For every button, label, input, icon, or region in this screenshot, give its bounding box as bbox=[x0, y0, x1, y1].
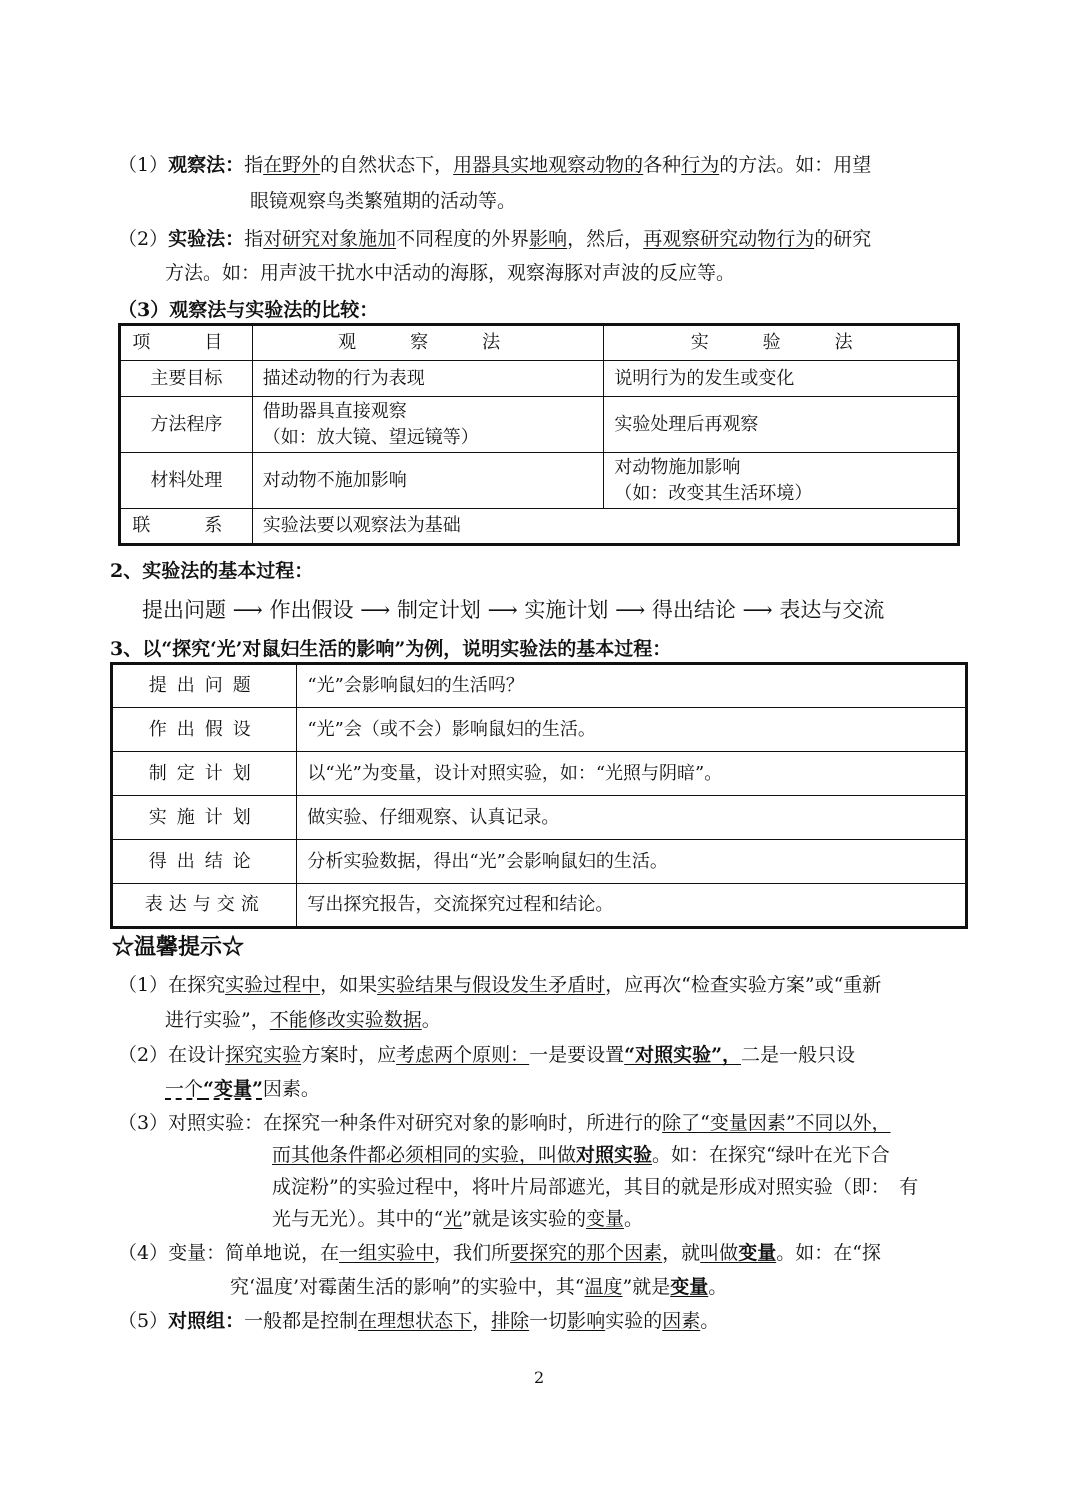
tips-title: ☆温馨提示☆ bbox=[112, 934, 245, 960]
cell-experiment bbox=[604, 453, 959, 509]
row-text: “光”会（或不会）影响鼠妇的生活。 bbox=[297, 708, 967, 752]
text: 指 bbox=[244, 154, 264, 176]
flow-step: 得出结论 bbox=[651, 598, 736, 622]
bold-text: “变量” bbox=[203, 1078, 263, 1100]
header-observation: 观 察 法 bbox=[252, 325, 604, 361]
underline-text: 对研究对象施加 bbox=[263, 228, 397, 250]
row-label: 实施计划 bbox=[112, 796, 297, 840]
term-control-group: 对照组： bbox=[168, 1310, 245, 1332]
page-number: 2 bbox=[534, 1368, 545, 1387]
row-text: 以“光”为变量，设计对照实验，如：“光照与阴暗”。 bbox=[297, 752, 967, 796]
item-number: （2） bbox=[118, 1044, 169, 1066]
para-experiment-line2: 方法。如：用声波干扰水中活动的海豚，观察海豚对声波的反应等。 bbox=[165, 262, 736, 284]
text: 进行实验”， bbox=[165, 1009, 270, 1031]
tip-3-line2 bbox=[272, 1140, 890, 1167]
text: ，然后， bbox=[567, 228, 644, 250]
compare-heading: （3）观察法与实验法的比较： bbox=[118, 299, 379, 321]
text: 二是一般只设 bbox=[741, 1044, 856, 1066]
item-number: （5） bbox=[118, 1310, 169, 1332]
arrow-right-icon: ⟶ bbox=[226, 598, 270, 622]
text: 一般都是控制 bbox=[244, 1310, 359, 1332]
text: 光与无光）。其中的“ bbox=[272, 1208, 444, 1230]
cell-merged: 实验法要以观察法为基础 bbox=[252, 509, 958, 545]
underline-text: 用器具实地观察动物的 bbox=[453, 154, 644, 176]
tip-2 bbox=[118, 1040, 855, 1067]
underline-text: 一个 bbox=[165, 1078, 204, 1100]
text: 对照实验：在探究一种条件对研究对象的影响时，所进行的 bbox=[168, 1112, 663, 1134]
tip-1 bbox=[118, 970, 881, 997]
text: 指 bbox=[244, 228, 264, 250]
bold-text: 变量 bbox=[738, 1242, 777, 1264]
row-label: 得出结论 bbox=[112, 840, 297, 884]
flow-step: 制定计划 bbox=[396, 598, 481, 622]
row-text: 写出探究报告，交流探究过程和结论。 bbox=[297, 884, 967, 928]
arrow-right-icon: ⟶ bbox=[353, 598, 397, 622]
text: 。如：在“探 bbox=[776, 1242, 881, 1264]
text: 一切 bbox=[529, 1310, 568, 1332]
underline-text: 探究实验 bbox=[225, 1044, 302, 1066]
text: 实验的 bbox=[605, 1310, 663, 1332]
flow-step: 作出假设 bbox=[269, 598, 354, 622]
compare-table bbox=[118, 323, 960, 546]
underline-text: 除了“变量因素”不同以外， bbox=[662, 1112, 891, 1134]
row-label: 表达与交流 bbox=[112, 884, 297, 928]
underline-text: 而其他条件都必须相同的实验，叫做 bbox=[272, 1144, 577, 1166]
underline-text: 要探究的那个因素 bbox=[510, 1242, 663, 1264]
row-label: 作出假设 bbox=[112, 708, 297, 752]
row-label: 提出问题 bbox=[112, 664, 297, 708]
underline-text: 排除 bbox=[491, 1310, 530, 1332]
term-observation: 观察法： bbox=[168, 154, 245, 176]
item-number: （1） bbox=[118, 154, 169, 176]
table-row bbox=[112, 708, 967, 752]
cell-experiment: 说明行为的发生或变化 bbox=[604, 361, 959, 397]
text: ”就是 bbox=[622, 1276, 671, 1298]
text: ”就是该实验的 bbox=[462, 1208, 586, 1230]
row-label: 方法程序 bbox=[120, 397, 253, 453]
arrow-right-icon: ⟶ bbox=[608, 598, 652, 622]
tip-2-line2 bbox=[165, 1074, 320, 1101]
text: 的自然状态下， bbox=[320, 154, 454, 176]
flow-step: 实施计划 bbox=[524, 598, 609, 622]
underline-text: 一组实验中 bbox=[339, 1242, 435, 1264]
underline-text: 再观察研究动物行为 bbox=[643, 228, 815, 250]
table-row bbox=[112, 840, 967, 884]
cell-observation: 对动物不施加影响 bbox=[252, 453, 604, 509]
underline-text: 在野外 bbox=[263, 154, 321, 176]
item-number: （3） bbox=[118, 1112, 169, 1134]
section3-title: 3、以“探究‘光’对鼠妇生活的影响”为例，说明实验法的基本过程： bbox=[110, 638, 672, 660]
underline-text: 温度 bbox=[584, 1276, 623, 1298]
text: 变量：简单地说，在 bbox=[168, 1242, 340, 1264]
para-observation bbox=[118, 150, 871, 177]
arrow-right-icon: ⟶ bbox=[480, 598, 525, 622]
row-label: 制定计划 bbox=[112, 752, 297, 796]
text: ，就 bbox=[662, 1242, 701, 1264]
text: ，应再次“检查实验方案”或“重新 bbox=[605, 974, 882, 996]
table-row bbox=[120, 361, 959, 397]
flow-step: 表达与交流 bbox=[779, 598, 885, 622]
text: 。 bbox=[421, 1009, 441, 1031]
row-label: 材料处理 bbox=[120, 453, 253, 509]
item-number: （1） bbox=[118, 974, 169, 996]
row-text: “光”会影响鼠妇的生活吗？ bbox=[297, 664, 967, 708]
underline-text: 影响 bbox=[567, 1310, 606, 1332]
table-row bbox=[112, 752, 967, 796]
header-item: 项 目 bbox=[120, 325, 253, 361]
cell-experiment: 实验处理后再观察 bbox=[604, 397, 959, 453]
table-row bbox=[112, 664, 967, 708]
row-label: 主要目标 bbox=[120, 361, 253, 397]
tip-4 bbox=[118, 1238, 881, 1265]
table-row bbox=[120, 397, 959, 453]
process-flow bbox=[142, 594, 884, 624]
table-row bbox=[120, 509, 959, 545]
cell-observation: 描述动物的行为表现 bbox=[252, 361, 604, 397]
arrow-right-icon: ⟶ bbox=[735, 598, 780, 622]
text: 究‘温度’对霉菌生活的影响”的实验中，其“ bbox=[230, 1276, 585, 1298]
term-experiment: 实验法： bbox=[168, 228, 245, 250]
cell-line: 借助器具直接观察 bbox=[262, 400, 407, 422]
underline-text: 考虑两个原则： bbox=[396, 1044, 530, 1066]
header-experiment: 实 验 法 bbox=[604, 325, 959, 361]
text: 方案时，应 bbox=[301, 1044, 397, 1066]
text: 的方法。如：用望 bbox=[719, 154, 872, 176]
text: 因素。 bbox=[262, 1078, 320, 1100]
tip-3 bbox=[118, 1108, 891, 1135]
bold-text: 变量 bbox=[670, 1276, 709, 1298]
text: 。 bbox=[700, 1310, 720, 1332]
underline-text: 因素 bbox=[662, 1310, 701, 1332]
table-row bbox=[112, 884, 967, 928]
underline-text: 变量 bbox=[585, 1208, 624, 1230]
tip-5 bbox=[118, 1306, 719, 1333]
text: 。如：在探究“绿叶在光下合 bbox=[652, 1144, 890, 1166]
cell-observation bbox=[252, 397, 604, 453]
underline-text: 叫做 bbox=[700, 1242, 739, 1264]
flow-step: 提出问题 bbox=[142, 598, 226, 622]
text: 在设计 bbox=[168, 1044, 226, 1066]
text: 的研究 bbox=[814, 228, 872, 250]
underline-text: 不能修改实验数据 bbox=[269, 1009, 422, 1031]
text: 。 bbox=[623, 1208, 643, 1230]
row-text: 做实验、仔细观察、认真记录。 bbox=[297, 796, 967, 840]
row-text: 分析实验数据，得出“光”会影响鼠妇的生活。 bbox=[297, 840, 967, 884]
bold-text: 对照实验 bbox=[576, 1144, 653, 1166]
para-experiment bbox=[118, 224, 871, 251]
table-row bbox=[112, 796, 967, 840]
bold-text: “对照实验”， bbox=[624, 1044, 742, 1066]
cell-line: （如：改变其生活环境） bbox=[614, 482, 813, 504]
cell-line: 对动物施加影响 bbox=[614, 456, 741, 478]
underline-text: 光 bbox=[443, 1208, 463, 1230]
text: ，我们所 bbox=[434, 1242, 511, 1264]
text: ，如果 bbox=[320, 974, 378, 996]
tip-1-line2 bbox=[165, 1005, 441, 1032]
table-header-row bbox=[120, 325, 959, 361]
item-number: （4） bbox=[118, 1242, 169, 1264]
cell-line: （如：放大镜、望远镜等） bbox=[262, 426, 479, 448]
underline-text: 行为 bbox=[681, 154, 720, 176]
text: 各种 bbox=[643, 154, 682, 176]
text: ， bbox=[472, 1310, 492, 1332]
underline-text: 实验结果与假设发生矛盾时 bbox=[377, 974, 606, 996]
tip-3-line4 bbox=[272, 1204, 643, 1231]
text: 不同程度的外界 bbox=[396, 228, 530, 250]
row-label: 联 系 bbox=[120, 509, 253, 545]
tip-4-line2 bbox=[230, 1272, 727, 1299]
item-number: （2） bbox=[118, 228, 169, 250]
table-row bbox=[120, 453, 959, 509]
underline-text: 影响 bbox=[529, 228, 568, 250]
underline-text: 实验过程中 bbox=[225, 974, 321, 996]
text: 一是要设置 bbox=[529, 1044, 625, 1066]
text: 在探究 bbox=[168, 974, 226, 996]
underline-text: 在理想状态下 bbox=[358, 1310, 473, 1332]
text: 。 bbox=[708, 1276, 728, 1298]
tip-3-line3: 成淀粉”的实验过程中，将叶片局部遮光，其目的就是形成对照实验（即： 有 bbox=[272, 1176, 919, 1198]
para-observation-line2: 眼镜观察鸟类繁殖期的活动等。 bbox=[250, 190, 517, 212]
process-table bbox=[110, 662, 968, 929]
section2-title: 2、实验法的基本过程： bbox=[110, 560, 314, 582]
